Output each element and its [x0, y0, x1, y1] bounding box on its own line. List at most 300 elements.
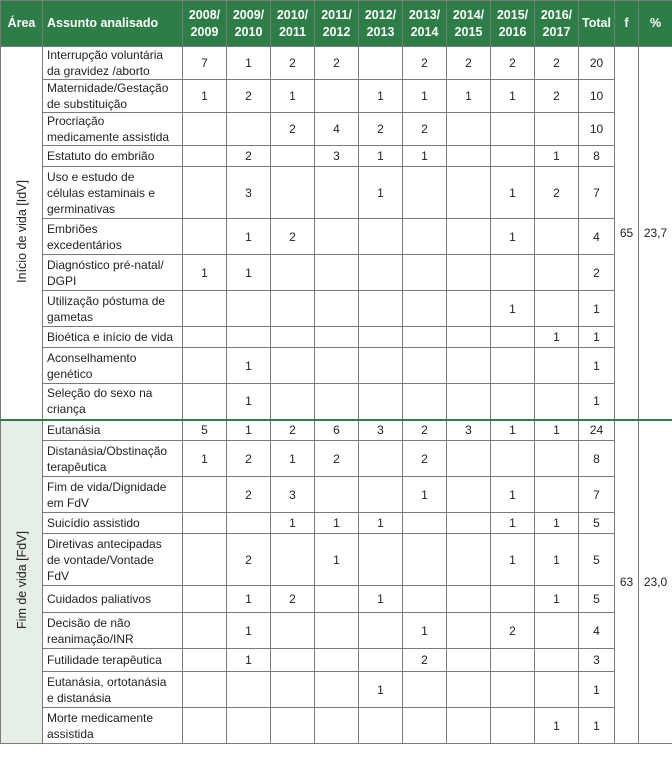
table-row	[1, 534, 672, 586]
value-cell: 3	[271, 477, 315, 513]
subject-line: Maternidade/Gestação	[47, 81, 169, 95]
subject-line: Uso e estudo de	[47, 169, 135, 184]
subject-line: Eutanásia, ortotanásia	[47, 674, 167, 689]
total-cell: 1	[579, 291, 615, 327]
subject-cell	[43, 708, 183, 744]
value-cell	[183, 708, 227, 744]
value-cell	[359, 255, 403, 291]
value-cell	[359, 384, 403, 420]
value-cell: 2	[271, 219, 315, 255]
value-cell: 1	[403, 80, 447, 113]
value-cell	[183, 649, 227, 672]
subject-line: medicamente assistida	[47, 130, 170, 144]
value-cell: 1	[491, 534, 535, 586]
subject-line: Estatuto do embrião	[47, 149, 155, 163]
total-cell: 2	[579, 255, 615, 291]
value-cell	[403, 327, 447, 348]
table-header	[1, 1, 672, 47]
total-cell: 1	[579, 327, 615, 348]
value-cell	[271, 649, 315, 672]
value-cell: 4	[315, 113, 359, 146]
value-cell: 2	[271, 47, 315, 80]
value-cell	[227, 291, 271, 327]
value-cell: 2	[403, 47, 447, 80]
value-cell	[535, 219, 579, 255]
value-cell	[315, 649, 359, 672]
subject-line: Eutanásia	[47, 423, 101, 438]
value-cell	[491, 255, 535, 291]
value-cell: 1	[491, 513, 535, 534]
value-cell	[491, 649, 535, 672]
table-row	[1, 420, 672, 441]
subject-line: Suicídio assistido	[47, 516, 140, 530]
value-cell	[359, 47, 403, 80]
value-cell: 1	[315, 513, 359, 534]
header-year-part: 2014	[410, 24, 439, 39]
subject-line: células estaminais e	[47, 185, 156, 200]
table-row	[1, 113, 672, 146]
subject-line: FdV	[47, 568, 70, 583]
subject-line: germinativas	[47, 201, 116, 216]
value-cell	[403, 534, 447, 586]
header-year-part: 2010	[234, 24, 263, 39]
value-cell	[403, 291, 447, 327]
subject-cell	[43, 146, 183, 167]
subject-cell	[43, 291, 183, 327]
value-cell	[447, 384, 491, 420]
value-cell: 2	[403, 441, 447, 477]
value-cell	[359, 348, 403, 384]
subject-line: assistida	[47, 726, 94, 741]
value-cell: 2	[227, 441, 271, 477]
total-cell: 4	[579, 219, 615, 255]
value-cell: 1	[271, 80, 315, 113]
value-cell: 2	[227, 80, 271, 113]
value-cell: 2	[271, 420, 315, 441]
total-cell: 8	[579, 441, 615, 477]
total-cell: 1	[579, 384, 615, 420]
value-cell: 3	[447, 420, 491, 441]
value-cell: 1	[535, 586, 579, 613]
value-cell: 1	[535, 708, 579, 744]
value-cell	[403, 708, 447, 744]
subject-cell	[43, 477, 183, 513]
subject-line: em FdV	[47, 495, 90, 510]
value-cell: 1	[183, 255, 227, 291]
value-cell	[491, 708, 535, 744]
value-cell: 1	[359, 672, 403, 708]
subject-line: Embriões	[47, 221, 98, 236]
header-year-part: 2008/	[188, 7, 221, 22]
table-row	[1, 513, 672, 534]
subject-cell	[43, 384, 183, 420]
header-area: Área	[1, 1, 43, 47]
table-row	[1, 146, 672, 167]
subject-line: Distanásia/Obstinação	[47, 443, 168, 458]
subject-line: Aconselhamento	[47, 350, 137, 365]
group-start-of-life	[1, 47, 672, 420]
table-row	[1, 586, 672, 613]
table-row	[1, 708, 672, 744]
header-row	[1, 1, 672, 47]
value-cell: 2	[271, 586, 315, 613]
value-cell: 7	[183, 47, 227, 80]
table-row	[1, 255, 672, 291]
value-cell	[359, 219, 403, 255]
header-year-part: 2016	[498, 24, 527, 39]
value-cell: 1	[183, 441, 227, 477]
value-cell: 1	[227, 613, 271, 649]
value-cell: 2	[535, 47, 579, 80]
value-cell	[491, 672, 535, 708]
value-cell	[359, 327, 403, 348]
subject-line: DGPI	[47, 273, 77, 288]
header-year	[535, 1, 579, 47]
subject-line: Cuidados paliativos	[47, 592, 152, 606]
value-cell: 1	[227, 384, 271, 420]
value-cell: 1	[359, 586, 403, 613]
value-cell	[447, 672, 491, 708]
value-cell: 5	[183, 420, 227, 441]
value-cell	[403, 167, 447, 219]
table-row	[1, 672, 672, 708]
value-cell	[315, 80, 359, 113]
value-cell	[491, 441, 535, 477]
total-cell: 1	[579, 348, 615, 384]
value-cell	[227, 708, 271, 744]
header-year-part: 2014/	[452, 7, 485, 22]
value-cell	[183, 672, 227, 708]
value-cell: 1	[359, 146, 403, 167]
value-cell	[315, 348, 359, 384]
value-cell	[227, 327, 271, 348]
table-row	[1, 477, 672, 513]
value-cell	[271, 534, 315, 586]
subject-line: criança	[47, 402, 86, 417]
total-cell: 1	[579, 672, 615, 708]
value-cell	[359, 649, 403, 672]
header-percent: %	[639, 1, 672, 47]
value-cell	[315, 384, 359, 420]
percent-cell: 23,0	[639, 420, 672, 744]
total-cell: 10	[579, 80, 615, 113]
value-cell: 1	[227, 219, 271, 255]
value-cell	[447, 255, 491, 291]
header-total: Total	[579, 1, 615, 47]
value-cell	[271, 291, 315, 327]
table-row	[1, 80, 672, 113]
value-cell: 2	[447, 47, 491, 80]
area-cell	[1, 420, 43, 744]
value-cell	[447, 534, 491, 586]
subject-line: Diagnóstico pré-natal/	[47, 257, 164, 272]
header-year-part: 2013/	[408, 7, 441, 22]
value-cell: 1	[447, 80, 491, 113]
value-cell	[447, 113, 491, 146]
header-year-part: 2011	[278, 24, 307, 39]
value-cell	[183, 327, 227, 348]
subject-line: Fim de vida/Dignidade	[47, 479, 167, 494]
value-cell	[491, 384, 535, 420]
header-year	[271, 1, 315, 47]
value-cell: 1	[227, 47, 271, 80]
table-row	[1, 384, 672, 420]
value-cell	[271, 146, 315, 167]
f-cell: 65	[615, 47, 639, 420]
value-cell	[315, 167, 359, 219]
value-cell	[447, 219, 491, 255]
value-cell: 3	[315, 146, 359, 167]
value-cell	[183, 534, 227, 586]
subject-line: reanimação/INR	[47, 631, 134, 646]
value-cell: 2	[315, 441, 359, 477]
subject-line: de vontade/Vontade	[47, 552, 154, 567]
percent-cell: 23,7	[639, 47, 672, 420]
subject-line: Bioética e início de vida	[47, 330, 174, 344]
value-cell	[535, 477, 579, 513]
header-year	[447, 1, 491, 47]
subject-line: Decisão de não	[47, 615, 131, 630]
header-year-part: 2015/	[496, 7, 529, 22]
value-cell: 1	[359, 80, 403, 113]
value-cell: 2	[227, 146, 271, 167]
value-cell	[403, 219, 447, 255]
value-cell	[535, 441, 579, 477]
total-cell: 7	[579, 477, 615, 513]
subject-line: e distanásia	[47, 690, 112, 705]
value-cell	[183, 291, 227, 327]
table-row	[1, 613, 672, 649]
value-cell	[359, 477, 403, 513]
header-year-part: 2015	[454, 24, 483, 39]
value-cell: 6	[315, 420, 359, 441]
subject-cell	[43, 219, 183, 255]
value-cell	[403, 255, 447, 291]
value-cell	[447, 348, 491, 384]
table-row	[1, 219, 672, 255]
subject-line: terapêutica	[47, 459, 107, 474]
header-year-part: 2010/	[276, 7, 309, 22]
value-cell	[315, 327, 359, 348]
value-cell	[183, 513, 227, 534]
value-cell	[447, 477, 491, 513]
value-cell	[315, 477, 359, 513]
subject-cell	[43, 534, 183, 586]
subject-line: excedentários	[47, 237, 122, 252]
value-cell	[183, 146, 227, 167]
header-year	[491, 1, 535, 47]
value-cell: 2	[403, 113, 447, 146]
value-cell	[491, 113, 535, 146]
subject-line: Seleção do sexo na	[47, 386, 153, 401]
value-cell: 1	[491, 477, 535, 513]
value-cell: 2	[359, 113, 403, 146]
header-f: f	[615, 1, 639, 47]
header-year-part: 2009	[190, 24, 219, 39]
value-cell: 1	[535, 534, 579, 586]
value-cell	[271, 167, 315, 219]
total-cell: 4	[579, 613, 615, 649]
value-cell	[535, 649, 579, 672]
value-cell	[227, 513, 271, 534]
table-row	[1, 649, 672, 672]
value-cell	[403, 348, 447, 384]
total-cell: 10	[579, 113, 615, 146]
subject-cell	[43, 80, 183, 113]
value-cell	[535, 348, 579, 384]
header-year	[183, 1, 227, 47]
value-cell	[271, 255, 315, 291]
header-year-part: 2016/	[540, 7, 573, 22]
total-cell: 20	[579, 47, 615, 80]
value-cell: 3	[227, 167, 271, 219]
total-cell: 24	[579, 420, 615, 441]
f-cell: 63	[615, 420, 639, 744]
value-cell	[491, 586, 535, 613]
subject-cell	[43, 586, 183, 613]
value-cell	[447, 649, 491, 672]
total-cell: 5	[579, 513, 615, 534]
subject-line: Utilização póstuma de	[47, 293, 166, 308]
value-cell: 1	[227, 255, 271, 291]
value-cell	[491, 348, 535, 384]
value-cell: 1	[403, 613, 447, 649]
value-cell: 1	[403, 477, 447, 513]
header-year-part: 2017	[542, 24, 571, 39]
value-cell	[271, 327, 315, 348]
header-year	[227, 1, 271, 47]
value-cell	[447, 513, 491, 534]
value-cell: 2	[271, 113, 315, 146]
value-cell	[315, 708, 359, 744]
value-cell: 1	[491, 80, 535, 113]
value-cell	[491, 327, 535, 348]
value-cell	[271, 384, 315, 420]
total-cell: 8	[579, 146, 615, 167]
subject-cell	[43, 672, 183, 708]
value-cell	[315, 586, 359, 613]
header-subject: Assunto analisado	[43, 1, 183, 47]
table-row	[1, 47, 672, 80]
value-cell: 1	[271, 441, 315, 477]
value-cell: 2	[535, 167, 579, 219]
value-cell	[315, 613, 359, 649]
value-cell	[183, 384, 227, 420]
header-year-part: 2012	[322, 24, 351, 39]
value-cell	[359, 708, 403, 744]
value-cell: 2	[315, 47, 359, 80]
value-cell	[447, 327, 491, 348]
value-cell	[315, 219, 359, 255]
value-cell: 2	[535, 80, 579, 113]
table-row	[1, 167, 672, 219]
value-cell	[447, 586, 491, 613]
value-cell: 1	[535, 420, 579, 441]
header-year	[359, 1, 403, 47]
value-cell: 2	[491, 613, 535, 649]
total-cell: 5	[579, 534, 615, 586]
value-cell	[227, 672, 271, 708]
value-cell	[359, 441, 403, 477]
value-cell: 1	[227, 420, 271, 441]
header-year-part: 2009/	[232, 7, 265, 22]
subject-cell	[43, 327, 183, 348]
value-cell	[271, 708, 315, 744]
value-cell	[535, 113, 579, 146]
value-cell: 1	[227, 649, 271, 672]
value-cell	[271, 672, 315, 708]
subject-cell	[43, 613, 183, 649]
subject-cell	[43, 441, 183, 477]
value-cell: 2	[227, 477, 271, 513]
value-cell	[315, 255, 359, 291]
value-cell	[447, 441, 491, 477]
subject-line: gametas	[47, 309, 94, 324]
value-cell	[183, 167, 227, 219]
subject-line: Morte medicamente	[47, 710, 154, 725]
value-cell	[535, 255, 579, 291]
value-cell	[359, 291, 403, 327]
value-cell	[183, 348, 227, 384]
value-cell	[447, 613, 491, 649]
subject-cell	[43, 649, 183, 672]
subject-line: da gravidez /aborto	[47, 64, 150, 78]
total-cell: 3	[579, 649, 615, 672]
value-cell: 1	[491, 167, 535, 219]
area-label: Início de vida [IdV]	[14, 179, 29, 283]
value-cell: 2	[403, 649, 447, 672]
value-cell: 1	[227, 586, 271, 613]
value-cell: 1	[271, 513, 315, 534]
table-row	[1, 291, 672, 327]
value-cell	[183, 477, 227, 513]
header-year	[403, 1, 447, 47]
value-cell	[315, 291, 359, 327]
value-cell	[447, 146, 491, 167]
value-cell	[447, 167, 491, 219]
value-cell: 2	[491, 47, 535, 80]
value-cell: 2	[227, 534, 271, 586]
table-row	[1, 348, 672, 384]
value-cell: 1	[535, 513, 579, 534]
value-cell	[183, 113, 227, 146]
area-label: Fim de vida [FdV]	[14, 531, 29, 630]
subject-line: de substituição	[47, 97, 128, 111]
subject-line: Futilidade terapêutica	[47, 653, 162, 667]
value-cell	[535, 384, 579, 420]
area-cell	[1, 47, 43, 420]
header-year-part: 2011/	[321, 7, 352, 22]
value-cell	[183, 586, 227, 613]
value-cell	[447, 291, 491, 327]
value-cell: 1	[491, 291, 535, 327]
table-row	[1, 327, 672, 348]
value-cell: 1	[359, 513, 403, 534]
value-cell: 2	[403, 420, 447, 441]
group-end-of-life	[1, 420, 672, 744]
value-cell	[447, 708, 491, 744]
subject-line: Diretivas antecipadas	[47, 536, 162, 551]
subject-cell	[43, 348, 183, 384]
value-cell: 1	[227, 348, 271, 384]
value-cell	[403, 672, 447, 708]
header-year	[315, 1, 359, 47]
header-year-part: 2013	[366, 24, 395, 39]
value-cell	[535, 672, 579, 708]
value-cell	[359, 613, 403, 649]
total-cell: 1	[579, 708, 615, 744]
subject-line: Procriação	[47, 114, 105, 128]
